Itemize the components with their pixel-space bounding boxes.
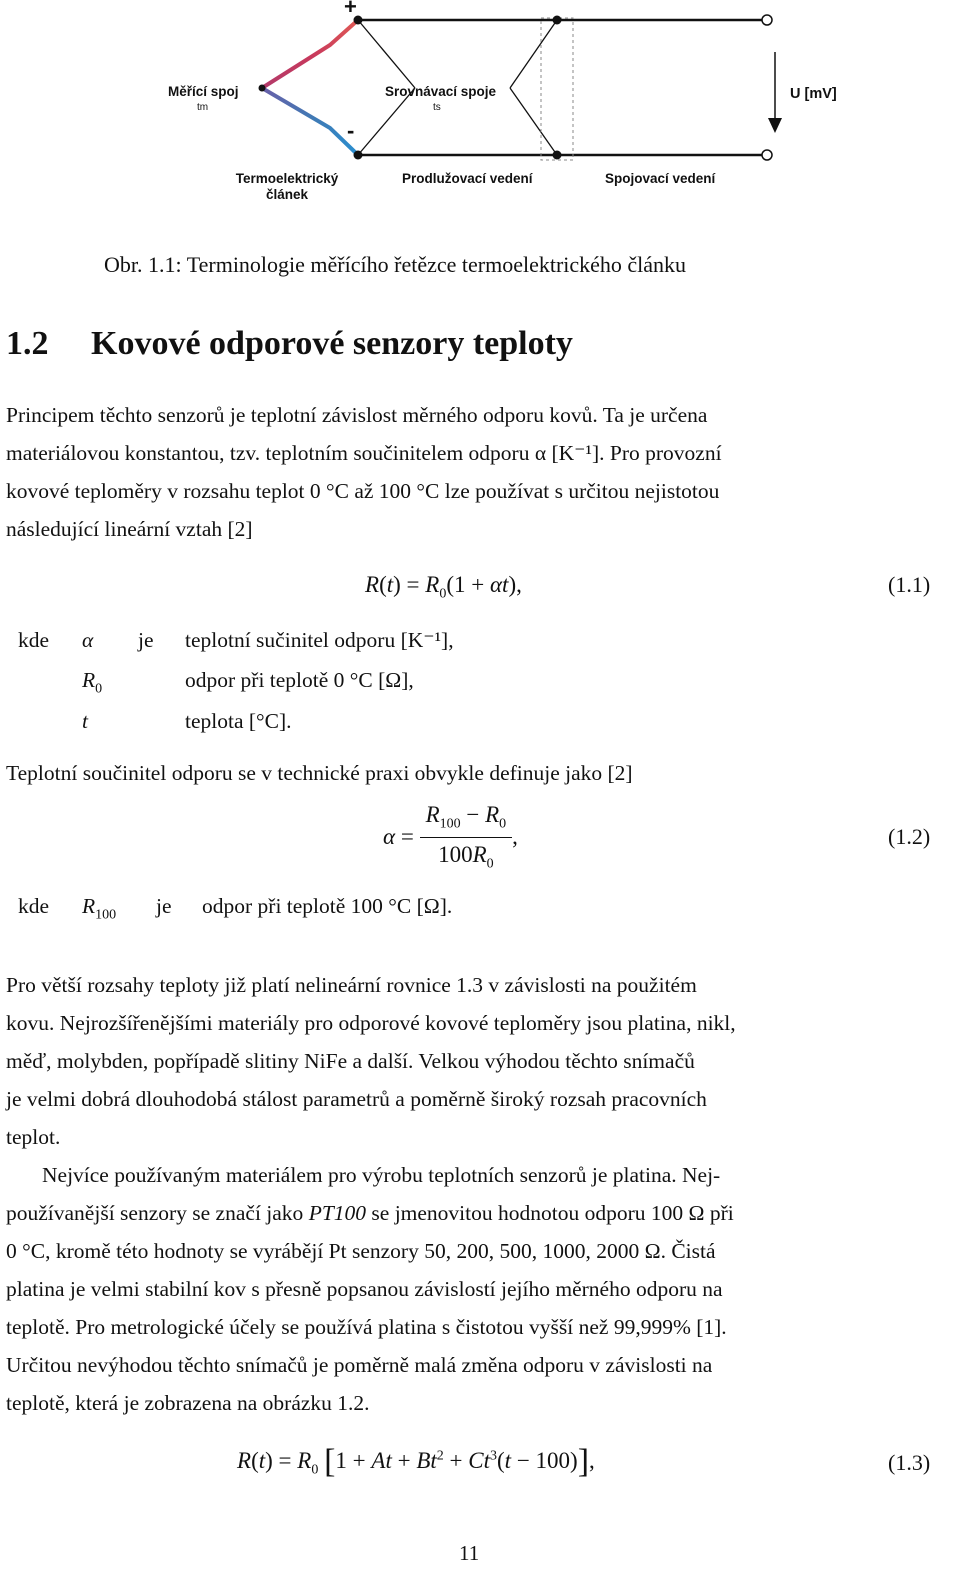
diagram-wires: [0, 0, 960, 230]
equation-1-1: $R(t) = R_0(1 + \alpha t)$,: [365, 572, 522, 602]
def-r0-desc: odpor při teplotě 0 °C [Ω],: [185, 668, 414, 692]
thermocouple-label: Termoelektrický článek: [235, 171, 339, 202]
equation-1-2-number: (1.2): [888, 824, 931, 849]
paragraph-2: Teplotní součinitel odporu se v technické praxi obvykle definuje jako [2]: [6, 761, 633, 785]
pt100-term: PT100: [308, 1201, 367, 1225]
je-label: je: [138, 628, 154, 652]
page-number: 11: [459, 1541, 480, 1565]
measuring-junction-sub: tm: [197, 102, 209, 113]
def-alpha-desc: teplotní sučinitel odporu [K⁻¹],: [185, 628, 454, 652]
para4-line: 0 °C, kromě této hodnoty se vyrábějí Pt senzory 50, 200, 500, 1000, 2000 Ω. Čistá: [6, 1239, 716, 1263]
para1-line: následující lineární vztah [2]: [6, 517, 253, 541]
figure-caption: Obr. 1.1: Terminologie měřícího řetězce termoelektrického článku: [104, 252, 687, 277]
minus-sign: -: [347, 118, 355, 143]
equation-1-2-fraction: $\frac{R_{100} - R_0}{100R_0}$: [420, 802, 513, 872]
para4-line: Určitou nevýhodou těchto snímačů je poměrně malá změna odporu v závislosti na: [6, 1353, 713, 1377]
symbol-alpha: α: [82, 628, 94, 652]
voltage-label: U [mV]: [790, 86, 837, 102]
plus-sign: +: [344, 0, 357, 19]
je-label: je: [156, 894, 172, 918]
section-number: 1.2: [6, 325, 49, 362]
para4-line: teplotě, která je zobrazena na obrázku 1.2.: [6, 1391, 370, 1415]
symbol-r100: $R_{100}$: [82, 894, 117, 923]
def-r100-desc: odpor při teplotě 100 °C [Ω].: [202, 894, 453, 918]
para3-line: kovu. Nejrozšířenějšími materiály pro odporové kovové teploměry jsou platina, nikl,: [6, 1011, 736, 1035]
para4-line: Nejvíce používaným materiálem pro výrobu teplotních senzorů je platina. Nej-: [42, 1163, 721, 1187]
equation-1-3-number: (1.3): [888, 1450, 931, 1475]
para3-line: teplot.: [6, 1125, 61, 1149]
thermocouple-diagram: [0, 0, 960, 230]
para1-line: Principem těchto senzorů je teplotní závislost měrného odporu kovů. Ta je určena: [6, 403, 708, 427]
measuring-junction-label: [168, 84, 239, 100]
def-t-desc: teplota [°C].: [185, 709, 292, 733]
definitions-1: [18, 628, 718, 748]
connecting-leads-label: Spojovací vedení: [605, 171, 716, 186]
para3-line: Pro větší rozsahy teploty již platí nelineární rovnice 1.3 v závislosti na použitém: [6, 973, 697, 997]
kde-label: kde: [18, 894, 50, 918]
para4-line: [6, 1194, 942, 1232]
section-heading: [6, 325, 573, 363]
paragraph-1: [6, 396, 942, 548]
measuring-junction-text: Měřící spoj: [168, 84, 239, 99]
symbol-t: t: [82, 709, 88, 733]
para3-line: měď, molybden, popřípadě slitiny NiFe a další. Velkou výhodou těchto snímačů: [6, 1049, 695, 1073]
equation-1-1-number: (1.1): [888, 572, 931, 597]
para1-line: materiálovou konstantou, tzv. teplotním součinitelem odporu α [K⁻¹]. Pro provozní: [6, 441, 722, 465]
para4-line: platina je velmi stabilní kov s přesně popsanou závislostí jejího měrného odporu na: [6, 1277, 723, 1301]
equation-1-2: α = $\frac{R_{100} - R_0}{100R_0}$ ,: [383, 802, 518, 872]
kde-label: kde: [18, 628, 50, 652]
extension-leads-label: Prodlužovací vedení: [402, 171, 533, 186]
equation-1-3: $R(t) = R_0$ $[1 + At + Bt^2 + Ct^3(t - 100)]$,: [237, 1443, 595, 1480]
para4-line2c: se jmenovitou hodnotou odporu 100 Ω při: [366, 1201, 734, 1225]
para4-line2a: používanější senzory se značí jako: [6, 1201, 309, 1225]
para1-line: kovové teploměry v rozsahu teplot 0 °C až 100 °C lze používat s určitou nejistotou: [6, 479, 720, 503]
definitions-2: [18, 894, 718, 934]
reference-junction-sub: ts: [433, 102, 441, 113]
reference-junction-label: Srovnávací spoje: [385, 84, 497, 99]
paragraph-4: [6, 1156, 942, 1422]
paragraph-3: [6, 966, 942, 1156]
para3-line: je velmi dobrá dlouhodobá stálost parametrů a poměrně široký rozsah pracovních: [6, 1087, 707, 1111]
symbol-r0: $R_0$: [82, 668, 103, 697]
para4-line: teplotě. Pro metrologické účely se používá platina s čistotou vyšší než 99,999% [1].: [6, 1315, 727, 1339]
section-title: Kovové odporové senzory teploty: [91, 325, 573, 362]
